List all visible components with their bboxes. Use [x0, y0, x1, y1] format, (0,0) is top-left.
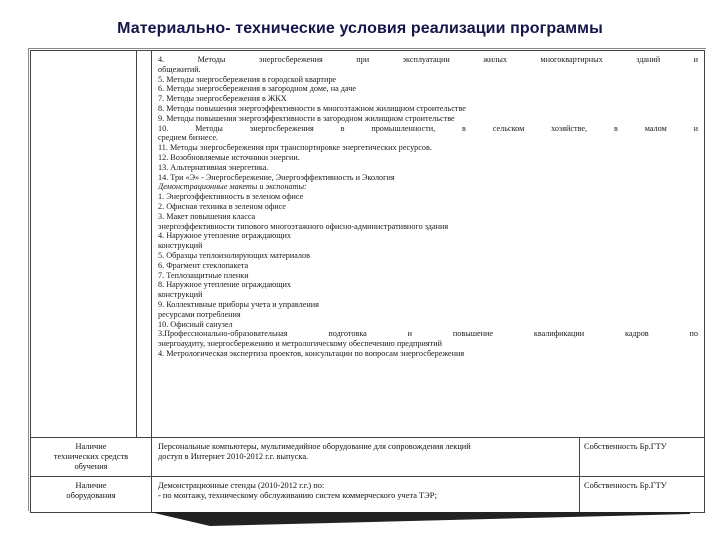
list-item: 9. Методы повышения энергоэффективности в загородном жилищном строительстве: [158, 113, 455, 123]
list-item: общежитий.: [158, 64, 201, 74]
list-item: 6. Фрагмент стеклопакета: [158, 260, 249, 270]
resource-line: Демонстрационные стенды (2010-2012 г.г.) по:: [158, 481, 325, 490]
list-item: 13. Альтернативная энергетика.: [158, 162, 269, 172]
label-line: Наличие: [75, 481, 107, 490]
list-item: 14. Три «Э» - Энергосбережение, Энергоэффективность и Экология: [158, 172, 395, 182]
label-line: оборудования: [66, 491, 116, 500]
list-item: 3. Макет повышения класса: [158, 211, 256, 221]
list-item: конструкций: [158, 290, 203, 300]
topics-list: [158, 55, 702, 359]
label-line: Наличие: [75, 442, 107, 451]
list-item: 4. Метрологическая экспертиза проектов, консультации по вопросам энергосбережения: [158, 348, 465, 358]
list-item: конструкций: [158, 241, 203, 251]
table-row-equipment: [31, 477, 705, 513]
list-item: 2. Офисная техника в зеленом офисе: [158, 201, 286, 211]
row-source-technical-means: Собственность Бр.ГТУ: [580, 438, 705, 477]
list-item: 5. Образцы теплоизолирующих материалов: [158, 250, 310, 260]
list-item: 3.Профессионально-образовательная подготовка и повышение квалификации кадров по: [158, 329, 698, 339]
empty-marker-cell: [137, 51, 152, 438]
list-item: 1. Энергоэффективность в зеленом офисе: [158, 192, 304, 202]
list-item: 12. Возобновляемые источники энергии.: [158, 152, 300, 162]
resource-line: - по монтажу, техническому обслуживанию систем коммерческого учета ТЭР;: [158, 491, 437, 500]
row-label-technical-means: [31, 438, 152, 477]
list-item: 7. Методы энергосбережения в ЖКХ: [158, 94, 287, 104]
list-item: ресурсами потребления: [158, 309, 241, 319]
row-resources-equipment: [152, 477, 580, 513]
row-source-equipment: Собственность Бр.ГТУ: [580, 477, 705, 513]
list-item: энергоэффективности типового многоэтажного офисно-административного здания: [158, 221, 449, 231]
table-row-technical-means: [31, 438, 705, 477]
decorative-shadow: [150, 512, 690, 526]
topics-list-cell: [152, 51, 705, 438]
list-item: 10. Методы энергосбережения в промышленности, в сельском хозяйстве, в малом и: [158, 123, 698, 133]
list-item: Демонстрационные макеты и экспонаты:: [158, 182, 307, 192]
label-line: обучения: [74, 462, 108, 471]
list-item: 5. Методы энергосбережения в городской квартире: [158, 74, 337, 84]
list-item: среднем бизнесе.: [158, 133, 219, 143]
list-item: 9. Коллективные приборы учета и управления: [158, 299, 319, 309]
list-item: 8. Методы повышения энергоэффективности в многоэтажном жилищном строительстве: [158, 103, 466, 113]
list-item: 6. Методы энергосбережения в загородном доме, на даче: [158, 84, 357, 94]
list-item: 7. Теплозащитные пленки: [158, 270, 249, 280]
row-resources-technical-means: [152, 438, 580, 477]
resource-line: Персональные компьютеры, мультимедийное оборудование для сопровождения лекций: [158, 442, 471, 451]
list-item: 4. Наружное утепление ограждающих: [158, 231, 292, 241]
list-item: энергоаудиту, энергосбережению и метрологическому обеспечению предприятий: [158, 339, 442, 349]
page-title: Материально- технические условия реализации программы: [117, 20, 603, 37]
table-row-topics: [31, 51, 705, 438]
row-label-equipment: [31, 477, 152, 513]
list-item: 10. Офисный санузел: [158, 319, 233, 329]
list-item: 4. Методы энергосбережения при эксплуатации жилых многоквартирных зданий и: [158, 55, 698, 64]
label-line: технических средств: [53, 452, 129, 461]
list-item: 8. Наружное утепление ограждающих: [158, 280, 292, 290]
resources-table: [30, 50, 705, 513]
list-item: 11. Методы энергосбережения при транспортировке энергетических ресурсов.: [158, 143, 432, 153]
resource-line: доступ в Интернет 2010-2012 г.г. выпуска.: [158, 452, 309, 461]
empty-label-cell: [31, 51, 137, 438]
